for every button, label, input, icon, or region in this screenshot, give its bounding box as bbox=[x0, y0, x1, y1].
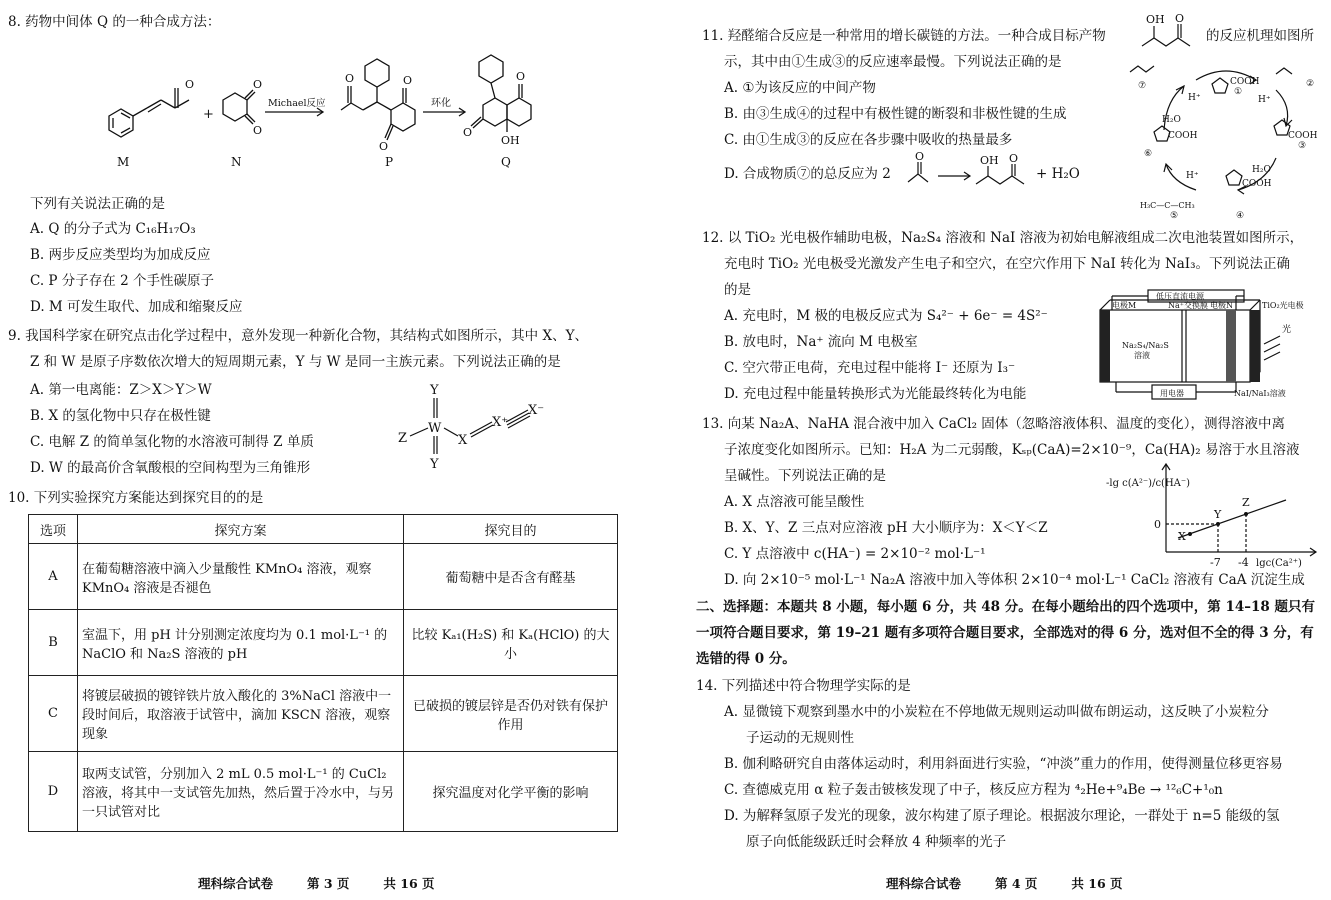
graph-point-z: Z bbox=[1242, 496, 1250, 509]
q11-stem-1: 11. 羟醛缩合反应是一种常用的增长碳链的方法。一种合成目标产物 bbox=[702, 28, 1106, 44]
graph-point-y: Y bbox=[1214, 508, 1222, 521]
q8-stem: 8. 药物中间体 Q 的一种合成方法： bbox=[8, 14, 221, 30]
q12-option-a: A. 充电时，M 极的电极反应式为 S₄²⁻ + 6e⁻ = 4S²⁻ bbox=[724, 308, 1048, 324]
atom-z: Z bbox=[398, 431, 408, 446]
graph-xtick-2: -4 bbox=[1238, 556, 1249, 569]
cooh-1: COOH bbox=[1230, 77, 1260, 87]
fig-electrode-n: 电极N bbox=[1210, 301, 1233, 310]
ch3-group: H₃C—C—CH₃ bbox=[1140, 201, 1195, 210]
q11-stem-2: 示，其中由①生成③的反应速率最慢。下列说法正确的是 bbox=[724, 54, 1062, 70]
q11-target-product bbox=[1138, 12, 1202, 50]
q9-option-a: A. 第一电离能：Z＞X＞Y＞W bbox=[30, 382, 212, 398]
q9-option-d: D. W 的最高价含氧酸根的空间构型为三角锥形 bbox=[30, 460, 311, 476]
footer-total: 共 16 页 bbox=[1071, 876, 1123, 891]
graph-origin: 0 bbox=[1154, 518, 1161, 531]
row-plan: 取两支试管，分别加入 2 mL 0.5 mol·L⁻¹ 的 CuCl₂ 溶液，将其中一支试管先加热，然后置于冷水中，与另一只试管对比 bbox=[78, 752, 404, 832]
svg-text:O: O bbox=[253, 124, 263, 137]
svg-text:OH: OH bbox=[501, 134, 520, 147]
fig-membrane: Na⁺交换膜 bbox=[1168, 301, 1208, 310]
label-m: M bbox=[117, 155, 130, 169]
section-2-instructions: 二、选择题：本题共 8 小题，每小题 6 分，共 48 分。在每小题给出的四个选项中，第 14–18 题只有一项符合题目要求，第 19–21 题有多项符合题目要求，全部选对的得 6 分，选对但不全的得 3 分，有选错的得 0 分。 bbox=[696, 599, 1315, 667]
q13-stem-2: 子浓度变化如图所示。已知：H₂A 为二元弱酸，Kₛₚ(CaA)=2×10⁻⁹，Ca(HA)₂ 易溶于水且溶液 bbox=[724, 442, 1300, 458]
q14-stem: 14. 下列描述中符合物理学实际的是 bbox=[696, 678, 911, 694]
fig-light: 光 bbox=[1282, 325, 1292, 335]
fig-tio2: TiO₂光电极 bbox=[1262, 301, 1304, 310]
q9-structure bbox=[394, 380, 554, 470]
row-option: B bbox=[29, 610, 78, 676]
page-4 bbox=[666, 0, 1331, 900]
page-footer bbox=[886, 874, 1157, 892]
hplus-1: H⁺ bbox=[1188, 93, 1201, 103]
q11-option-d-suffix: + H₂O bbox=[1036, 166, 1080, 182]
q12-option-c: C. 空穴带正电荷，充电过程中能将 I⁻ 还原为 I₃⁻ bbox=[724, 360, 1016, 376]
atom-x1: X bbox=[458, 433, 468, 448]
fig-device: 用电器 bbox=[1160, 389, 1184, 398]
cycle-label-5: ⑤ bbox=[1170, 211, 1179, 221]
q14-option-a-1: A. 显微镜下观察到墨水中的小炭粒在不停地做无规则运动叫做布朗运动，这反映了小炭粒分 bbox=[724, 704, 1269, 720]
row-goal: 已破损的镀层锌是否仍对铁有保护作用 bbox=[404, 676, 618, 752]
cycle-label-4: ④ bbox=[1236, 211, 1245, 221]
cooh-3: COOH bbox=[1242, 179, 1272, 189]
molecule-m bbox=[109, 88, 189, 137]
q14-option-d-2: 原子向低能级跃迁时会释放 4 种频率的光子 bbox=[746, 834, 1007, 850]
cycle-label-7: ⑦ bbox=[1138, 81, 1147, 91]
fig-electrode-m: 电极M bbox=[1112, 301, 1137, 310]
row-option: D bbox=[29, 752, 78, 832]
cycle-label-2: ② bbox=[1306, 79, 1315, 89]
cycle-label-3: ③ bbox=[1298, 141, 1307, 151]
q9-stem-2: Z 和 W 是原子序数依次增大的短周期元素，Y 与 W 是同一主族元素。下列说法正确的是 bbox=[30, 354, 561, 370]
cycle-label-1: ① bbox=[1234, 87, 1243, 97]
page-footer bbox=[198, 874, 469, 892]
fig-power-source: 低压直流电源 bbox=[1156, 292, 1204, 301]
q8-reaction-scheme bbox=[95, 48, 565, 178]
svg-text:O: O bbox=[403, 74, 413, 87]
q14-option-a-2: 子运动的无规则性 bbox=[746, 730, 854, 746]
footer-page: 第 4 页 bbox=[995, 876, 1038, 891]
svg-text:O: O bbox=[463, 126, 473, 139]
q11-stem-1b: 的反应机理如图所 bbox=[1206, 28, 1314, 44]
row-goal: 葡萄糖中是否含有醛基 bbox=[404, 544, 618, 610]
row-option: C bbox=[29, 676, 78, 752]
label-q: Q bbox=[501, 155, 511, 169]
q8-option-c: C. P 分子存在 2 个手性碳原子 bbox=[30, 273, 214, 289]
q13-option-c: C. Y 点溶液中 c(HA⁻) = 2×10⁻² mol·L⁻¹ bbox=[724, 546, 986, 562]
molecule-q bbox=[471, 55, 531, 132]
q14-option-c: C. 查德威克用 α 粒子轰击铍核发现了中子，核反应方程为 ⁴₂He+⁹₄Be → ¹²₆C+¹₀n bbox=[724, 782, 1223, 798]
page-3 bbox=[0, 0, 665, 900]
table-row bbox=[29, 676, 618, 752]
q8-option-a: A. Q 的分子式为 C₁₆H₁₇O₃ bbox=[30, 221, 196, 237]
q12-stem-1: 12. 以 TiO₂ 光电极作辅助电极，Na₂S₄ 溶液和 NaI 溶液为初始电解液组成二次电池装置如图所示， bbox=[702, 230, 1304, 246]
q10-stem: 10. 下列实验探究方案能达到探究目的的是 bbox=[8, 490, 264, 506]
q9-stem-1: 9. 我国科学家在研究点击化学过程中，意外发现一种新化合物，其结构式如图所示，其中 X、Y、 bbox=[8, 328, 588, 344]
q14-option-b: B. 伽利略研究自由落体运动时，利用斜面进行实验，“冲淡”重力的作用，使得测量位移更容易 bbox=[724, 756, 1283, 772]
header-option: 选项 bbox=[29, 515, 78, 544]
atom-x3: X⁻ bbox=[528, 403, 545, 418]
atom-y-top: Y bbox=[430, 383, 439, 398]
fig-solution-1b: 溶液 bbox=[1134, 351, 1150, 360]
q11-option-b: B. 由③生成④的过程中有极性键的断裂和非极性键的生成 bbox=[724, 106, 1067, 122]
svg-text:O: O bbox=[253, 78, 263, 91]
svg-text:+: + bbox=[203, 107, 214, 122]
arrow1-label: Michael反应 bbox=[268, 98, 326, 109]
svg-text:OH: OH bbox=[980, 154, 999, 167]
svg-text:O: O bbox=[379, 140, 389, 153]
q13-option-a: A. X 点溶液可能呈酸性 bbox=[724, 494, 865, 510]
water-2: H₂O bbox=[1162, 115, 1181, 125]
table-header-row bbox=[29, 515, 618, 544]
footer-title: 理科综合试卷 bbox=[886, 876, 962, 891]
footer-title: 理科综合试卷 bbox=[198, 876, 274, 891]
q11-catalytic-cycle bbox=[1126, 50, 1326, 222]
graph-xlabel: lgc(Ca²⁺) bbox=[1256, 558, 1302, 569]
water-1: H₂O bbox=[1252, 165, 1271, 175]
svg-text:O: O bbox=[1009, 152, 1019, 165]
q12-option-d: D. 充电过程中能量转换形式为光能最终转化为电能 bbox=[724, 386, 1027, 402]
footer-page: 第 3 页 bbox=[307, 876, 350, 891]
q8-option-d: D. M 可发生取代、加成和缩聚反应 bbox=[30, 299, 243, 315]
cooh-2: COOH bbox=[1288, 131, 1318, 141]
table-row bbox=[29, 610, 618, 676]
cooh-4: COOH bbox=[1168, 131, 1198, 141]
hplus-2: H⁺ bbox=[1258, 95, 1271, 105]
q13-stem-3: 呈碱性。下列说法正确的是 bbox=[724, 468, 886, 484]
q13-stem-1: 13. 向某 Na₂A、NaHA 混合液中加入 CaCl₂ 固体（忽略溶液体积、温度的变化），测得溶液中离 bbox=[702, 416, 1286, 432]
q12-stem-2: 充电时 TiO₂ 光电极受光激发产生电子和空穴，在空穴作用下 NaI 转化为 NaI₃。下列说法正确 bbox=[724, 256, 1291, 272]
table-row bbox=[29, 544, 618, 610]
q11-option-c: C. 由①生成③的反应在各步骤中吸收的热量最多 bbox=[724, 132, 1013, 148]
footer-total: 共 16 页 bbox=[383, 876, 435, 891]
graph-ylabel: -lg c(A²⁻)/c(HA⁻) bbox=[1106, 478, 1191, 489]
q11-option-d-equation bbox=[906, 152, 1036, 192]
label-p: P bbox=[385, 155, 394, 169]
header-goal: 探究目的 bbox=[404, 515, 618, 544]
q11-option-d-prefix: D. 合成物质⑦的总反应为 2 bbox=[724, 166, 891, 182]
row-plan: 室温下，用 pH 计分别测定浓度均为 0.1 mol·L⁻¹ 的 NaClO 和 Na₂S 溶液的 pH bbox=[78, 610, 404, 676]
q12-stem-3: 的是 bbox=[724, 282, 751, 298]
svg-text:O: O bbox=[185, 78, 195, 91]
q14-option-d-1: D. 为解释氢原子发光的现象，波尔构建了原子理论。根据波尔理论，一群处于 n=5 能级的氢 bbox=[724, 808, 1280, 824]
q13-option-d: D. 向 2×10⁻⁵ mol·L⁻¹ Na₂A 溶液中加入等体积 2×10⁻⁴ mol·L⁻¹ CaCl₂ 溶液有 CaA 沉淀生成 bbox=[724, 572, 1305, 588]
q9-option-b: B. X 的氢化物中只存在极性键 bbox=[30, 408, 211, 424]
q12-option-b: B. 放电时，Na⁺ 流向 M 电极室 bbox=[724, 334, 918, 350]
q8-prompt: 下列有关说法正确的是 bbox=[30, 196, 165, 212]
q8-option-b: B. 两步反应类型均为加成反应 bbox=[30, 247, 211, 263]
svg-text:O: O bbox=[345, 72, 355, 85]
q13-option-b: B. X、Y、Z 三点对应溶液 pH 大小顺序为：X＜Y＜Z bbox=[724, 520, 1048, 536]
svg-text:O: O bbox=[516, 70, 526, 83]
atom-w: W bbox=[428, 421, 442, 436]
row-goal: 比较 Kₐ₁(H₂S) 和 Kₐ(HClO) 的大小 bbox=[404, 610, 618, 676]
table-row bbox=[29, 752, 618, 832]
q13-graph bbox=[1106, 460, 1331, 572]
q11-option-a: A. ①为该反应的中间产物 bbox=[724, 80, 876, 96]
cycle-label-6: ⑥ bbox=[1144, 149, 1153, 159]
q9-option-c: C. 电解 Z 的简单氢化物的水溶液可制得 Z 单质 bbox=[30, 434, 314, 450]
q10-table bbox=[28, 514, 618, 832]
header-plan: 探究方案 bbox=[78, 515, 404, 544]
atom-y-bottom: Y bbox=[430, 457, 439, 470]
row-goal: 探究温度对化学平衡的影响 bbox=[404, 752, 618, 832]
graph-point-x: X bbox=[1178, 530, 1186, 543]
row-plan: 将镀层破损的镀锌铁片放入酸化的 3%NaCl 溶液中一段时间后，取溶液于试管中，滴加 KSCN 溶液，观察现象 bbox=[78, 676, 404, 752]
svg-text:O: O bbox=[915, 152, 925, 163]
row-plan: 在葡萄糖溶液中滴入少量酸性 KMnO₄ 溶液，观察 KMnO₄ 溶液是否褪色 bbox=[78, 544, 404, 610]
fig-solution-1: Na₂S₄/Na₂S bbox=[1122, 341, 1169, 350]
svg-text:O: O bbox=[1175, 12, 1185, 25]
arrow2-label: 环化 bbox=[431, 98, 451, 109]
fig-solution-2: NaI/NaI₃溶液 bbox=[1234, 389, 1286, 398]
q12-battery-figure bbox=[1086, 288, 1331, 406]
row-option: A bbox=[29, 544, 78, 610]
hplus-3: H⁺ bbox=[1186, 171, 1199, 181]
molecule-n bbox=[223, 90, 255, 124]
atom-x2: X⁺ bbox=[492, 415, 509, 430]
label-n: N bbox=[231, 155, 242, 169]
svg-text:OH: OH bbox=[1146, 13, 1165, 26]
graph-xtick-1: -7 bbox=[1210, 556, 1221, 569]
